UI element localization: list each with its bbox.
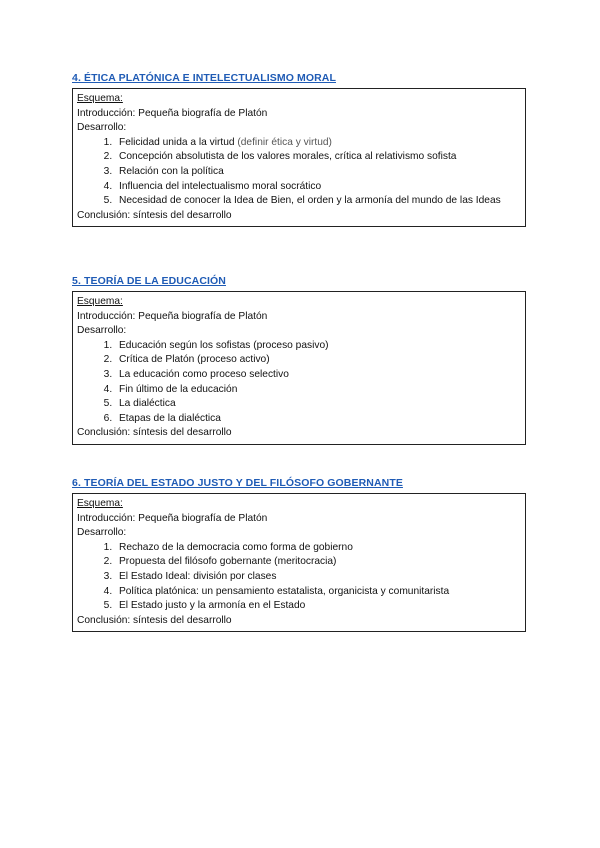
desarrollo-label: Desarrollo: (77, 122, 127, 134)
list-item: 5. El Estado justo y la armonía en el Estado (115, 599, 519, 614)
list-item: 1. Felicidad unida a la virtud (definir ética y virtud) (115, 136, 519, 151)
conclusion-line: Conclusión: síntesis del desarrollo (77, 209, 232, 221)
list-item: 5. Necesidad de conocer la Idea de Bien, el orden y la armonía del mundo de las Ideas (115, 194, 519, 209)
desarrollo-list (77, 339, 519, 427)
esquema-box (72, 493, 526, 632)
section-estado (72, 477, 526, 632)
list-item: 5. La dialéctica (115, 397, 519, 412)
list-item: 4. Política platónica: un pensamiento estatalista, organicista y comunitarista (115, 585, 519, 600)
section-educacion (72, 275, 526, 445)
esquema-box (72, 88, 526, 227)
esquema-box (72, 291, 526, 445)
desarrollo-list (77, 541, 519, 614)
intro-line: Introducción: Pequeña biografía de Platón (77, 310, 268, 322)
esquema-label: Esquema: (77, 296, 123, 307)
intro-line: Introducción: Pequeña biografía de Platón (77, 107, 268, 119)
section-heading: 5. TEORÍA DE LA EDUCACIÓN (72, 275, 226, 287)
list-item: 4. Fin último de la educación (115, 383, 519, 398)
list-item: 2. Crítica de Platón (proceso activo) (115, 353, 519, 368)
desarrollo-list (77, 136, 519, 209)
desarrollo-label: Desarrollo: (77, 527, 127, 539)
section-etica (72, 72, 526, 227)
intro-line: Introducción: Pequeña biografía de Platón (77, 512, 268, 524)
section-heading: 4. ÉTICA PLATÓNICA E INTELECTUALISMO MORAL (72, 72, 336, 84)
conclusion-line: Conclusión: síntesis del desarrollo (77, 427, 232, 439)
section-heading: 6. TEORÍA DEL ESTADO JUSTO Y DEL FILÓSOFO GOBERNANTE (72, 477, 403, 489)
list-item: 3. El Estado Ideal: división por clases (115, 570, 519, 585)
conclusion-line: Conclusión: síntesis del desarrollo (77, 614, 232, 626)
item-note: (definir ética y virtud) (237, 136, 332, 148)
esquema-label: Esquema: (77, 498, 123, 509)
desarrollo-label: Desarrollo: (77, 325, 127, 337)
list-item: 1. Rechazo de la democracia como forma de gobierno (115, 541, 519, 556)
list-item: 6. Etapas de la dialéctica (115, 412, 519, 427)
esquema-label: Esquema: (77, 93, 123, 104)
list-item: 2. Propuesta del filósofo gobernante (meritocracia) (115, 555, 519, 570)
list-item: 4. Influencia del intelectualismo moral socrático (115, 180, 519, 195)
list-item: 3. La educación como proceso selectivo (115, 368, 519, 383)
list-item: 3. Relación con la política (115, 165, 519, 180)
list-item: 1. Educación según los sofistas (proceso pasivo) (115, 339, 519, 354)
list-item: 2. Concepción absolutista de los valores morales, crítica al relativismo sofista (115, 150, 519, 165)
